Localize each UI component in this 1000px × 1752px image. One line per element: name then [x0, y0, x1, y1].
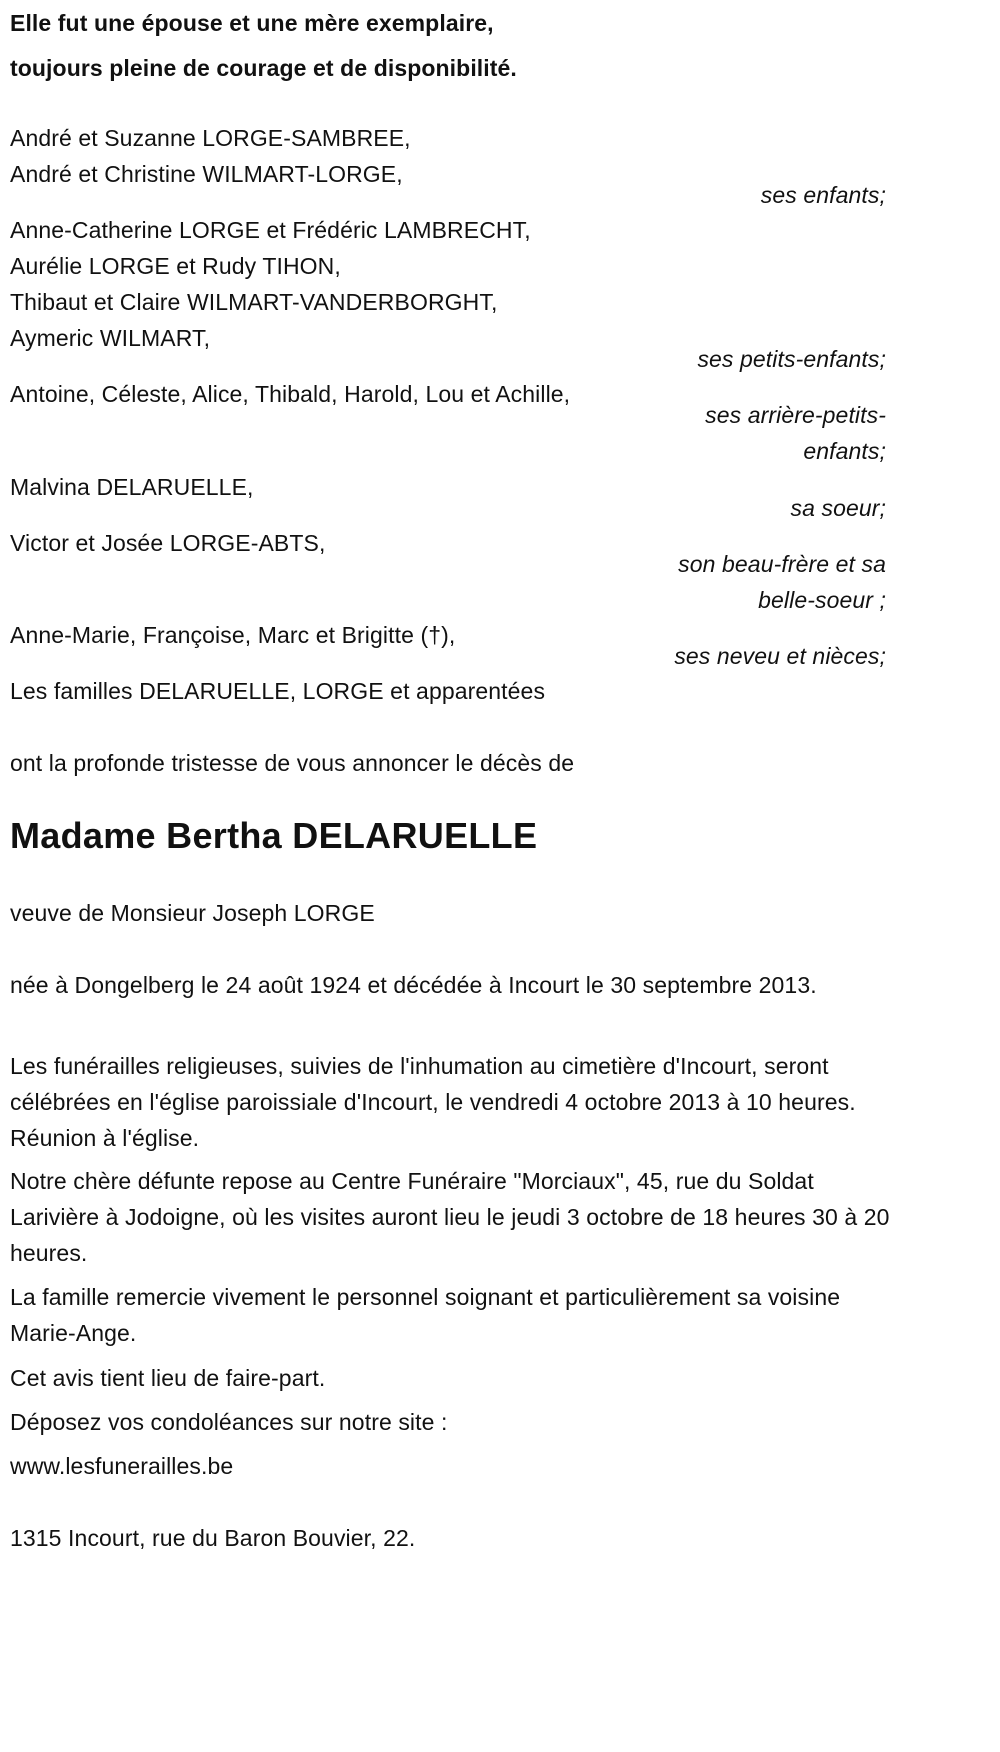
announcement-text: ont la profonde tristesse de vous annoncer le décès de	[10, 750, 575, 776]
header-line-1: Elle fut une épouse et une mère exemplaire,	[10, 10, 494, 36]
header-line-2: toujours pleine de courage et de disponibilité.	[10, 55, 517, 81]
family-name: André et Suzanne LORGE-SAMBREE,	[10, 125, 411, 151]
birth-death-paragraph: née à Dongelberg le 24 août 1924 et décédée à Incourt le 30 septembre 2013.	[10, 972, 817, 998]
condolences-paragraph: Déposez vos condoléances sur notre site :	[10, 1409, 448, 1435]
family-name: Aymeric WILMART,	[10, 325, 211, 351]
website-link[interactable]: www.lesfunerailles.be	[10, 1453, 234, 1479]
relation-label: enfants;	[803, 438, 886, 464]
thanks-paragraph: La famille remercie vivement le personnel soignant et particulièrement sa voisine Marie-Ange.	[10, 1284, 841, 1346]
family-name: Victor et Josée LORGE-ABTS,	[10, 530, 326, 556]
address-line: 1315 Incourt, rue du Baron Bouvier, 22.	[10, 1525, 416, 1551]
relation-label: son beau-frère et sa	[678, 551, 886, 577]
relation-label: ses petits-enfants;	[697, 346, 886, 372]
website-line	[10, 1448, 890, 1484]
relation-label: ses neveu et nièces;	[674, 643, 886, 669]
funeral-paragraph: Les funérailles religieuses, suivies de l'inhumation au cimetière d'Incourt, seront célébrées en l'église paroissiale d'Incourt, le vendredi 4 octobre 2013 à 10 heures. Réunion à l'église.	[10, 1053, 856, 1151]
families-line: Les familles DELARUELLE, LORGE et apparentées	[10, 678, 546, 704]
relation-label: belle-soeur ;	[758, 587, 886, 613]
family-name: Anne-Catherine LORGE et Frédéric LAMBRECHT,	[10, 217, 531, 243]
family-name: Antoine, Céleste, Alice, Thibald, Harold, Lou et Achille,	[10, 381, 571, 407]
deceased-name: Madame Bertha DELARUELLE	[10, 815, 538, 856]
family-name: Thibaut et Claire WILMART-VANDERBORGHT,	[10, 289, 498, 315]
widow-of-line: veuve de Monsieur Joseph LORGE	[10, 900, 375, 926]
family-name: André et Christine WILMART-LORGE,	[10, 161, 403, 187]
family-name: Malvina DELARUELLE,	[10, 474, 254, 500]
relation-label: sa soeur;	[790, 495, 886, 521]
relation-label: ses enfants;	[760, 182, 886, 208]
family-name: Anne-Marie, Françoise, Marc et Brigitte (†),	[10, 622, 456, 648]
relation-label: ses arrière-petits-	[705, 402, 886, 428]
resting-place-paragraph: Notre chère défunte repose au Centre Funéraire "Morciaux", 45, rue du Soldat Larivière à Jodoigne, où les visites auront lieu le jeudi 3 octobre de 18 heures 30 à 20 heures.	[10, 1168, 890, 1266]
family-name: Aurélie LORGE et Rudy TIHON,	[10, 253, 341, 279]
notice-paragraph: Cet avis tient lieu de faire-part.	[10, 1365, 326, 1391]
